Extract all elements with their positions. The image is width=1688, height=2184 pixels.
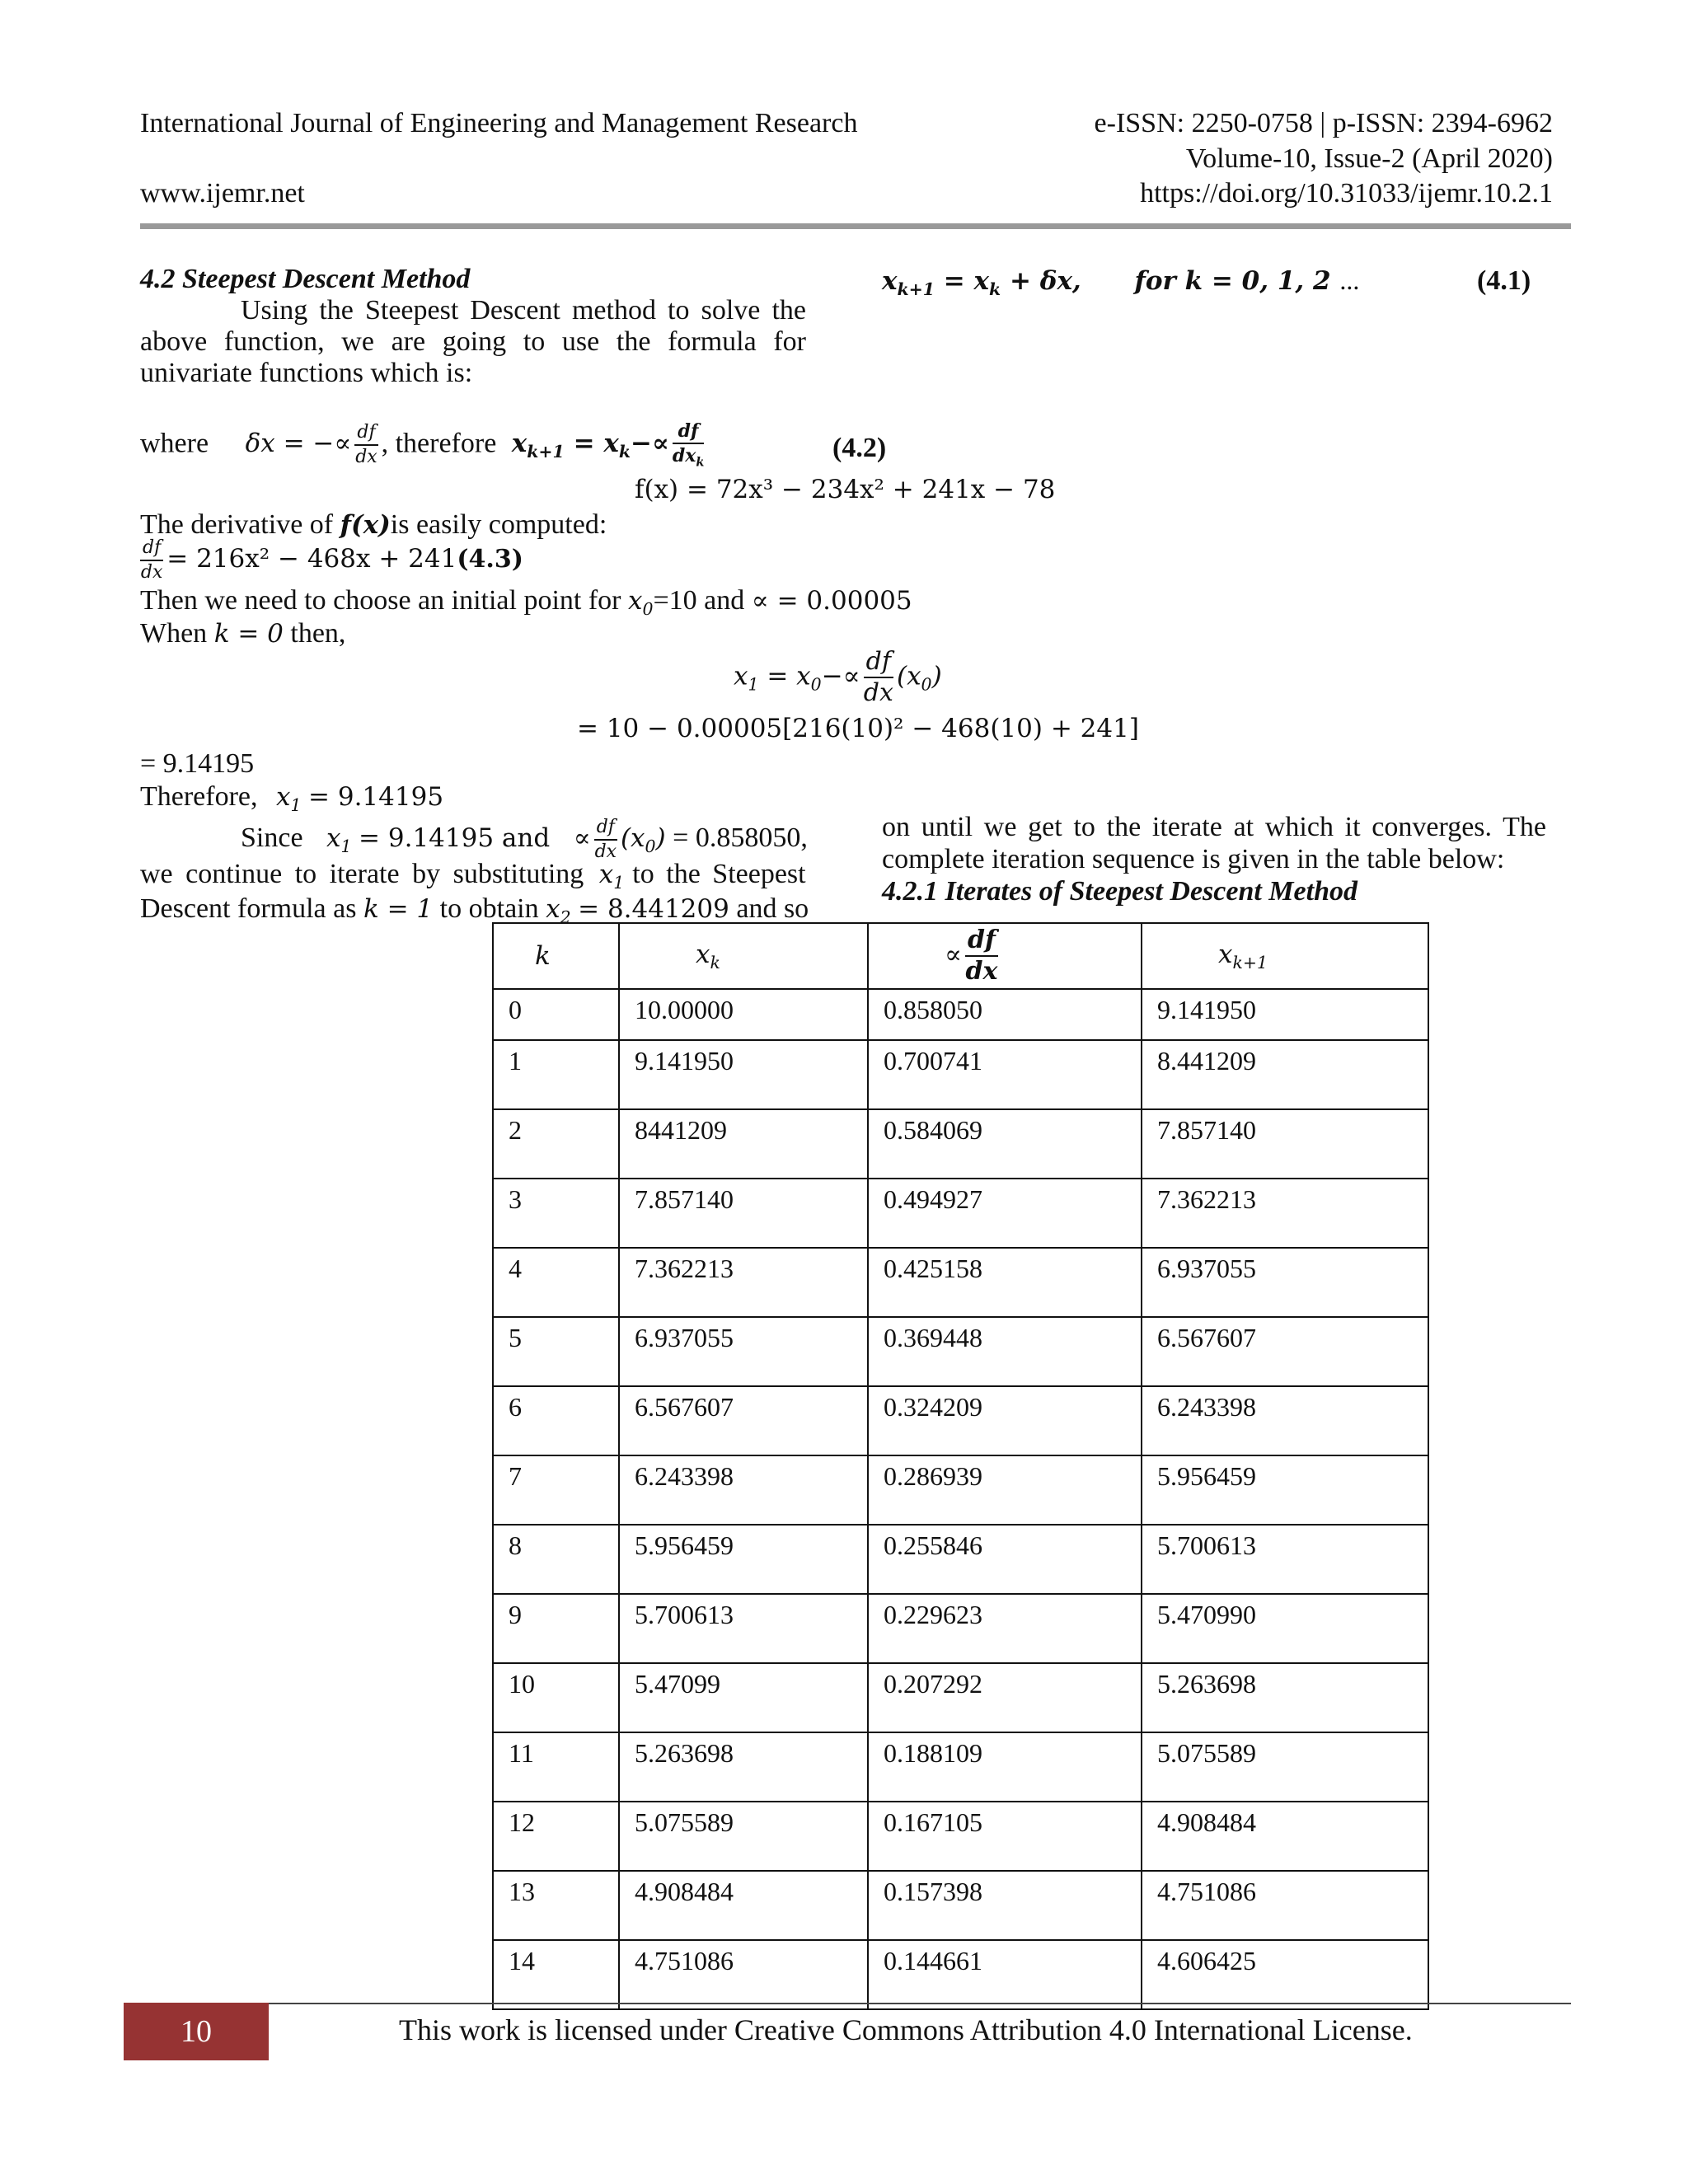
- header-xk1: $x_{k+1}$: [1142, 923, 1428, 989]
- continue-text-1b: to the Steepest: [632, 859, 806, 889]
- cell-grad: 0.286939: [868, 1455, 1142, 1525]
- cell-k: 10: [493, 1663, 619, 1732]
- cell-xk1: 4.606425: [1142, 1940, 1428, 2009]
- result-line: = 9.14195: [140, 748, 255, 779]
- cell-grad: 0.229623: [868, 1594, 1142, 1663]
- cell-xk: 5.700613: [619, 1594, 868, 1663]
- table-row: [493, 1594, 1428, 1663]
- right-col-line-1: on until we get to the iterate at which it converges. The: [882, 812, 1546, 842]
- cell-k: 0: [493, 989, 619, 1040]
- function-equation: f(x) = 72x³ − 234x² + 241x − 78: [635, 475, 1056, 504]
- cell-xk1: 8.441209: [1142, 1040, 1428, 1109]
- cell-grad: 0.700741: [868, 1040, 1142, 1109]
- cell-xk: 5.47099: [619, 1663, 868, 1732]
- when-text: When: [140, 618, 208, 649]
- volume-line: Volume-10, Issue-2 (April 2020): [1185, 143, 1553, 174]
- cell-xk1: 6.567607: [1142, 1317, 1428, 1386]
- cell-grad: 0.207292: [868, 1663, 1142, 1732]
- continue-text-2: Descent formula as: [140, 893, 357, 924]
- cell-k: 7: [493, 1455, 619, 1525]
- doi-link[interactable]: https://doi.org/10.31033/ijemr.10.2.1: [1140, 178, 1553, 209]
- continue-line-2: Descent formula as k = 1 to obtain $x_2 = 8.441209$ and so: [140, 893, 809, 928]
- cell-xk: 7.857140: [619, 1179, 868, 1248]
- cell-k: 2: [493, 1109, 619, 1179]
- header-rule: [140, 223, 1571, 229]
- therefore-word: , therefore: [381, 428, 497, 459]
- since-grad-value: = 0.858050,: [673, 822, 808, 853]
- cell-k: 14: [493, 1940, 619, 2009]
- cell-xk1: 7.857140: [1142, 1109, 1428, 1179]
- table-row: [493, 1525, 1428, 1594]
- cell-xk1: 5.700613: [1142, 1525, 1428, 1594]
- cell-grad: 0.255846: [868, 1525, 1142, 1594]
- cell-xk1: 5.470990: [1142, 1594, 1428, 1663]
- table-row: [493, 1802, 1428, 1871]
- cell-xk: 6.567607: [619, 1386, 868, 1455]
- cell-xk: 5.956459: [619, 1525, 868, 1594]
- cell-xk1: 6.243398: [1142, 1386, 1428, 1455]
- continue-x2: = 8.441209: [578, 894, 729, 924]
- cell-k: 1: [493, 1040, 619, 1109]
- continue-text-1: we continue to iterate by substituting: [140, 859, 584, 889]
- cell-grad: 0.324209: [868, 1386, 1142, 1455]
- cell-grad: 0.167105: [868, 1802, 1142, 1871]
- table-row: [493, 1179, 1428, 1248]
- derivative-text: The derivative of: [140, 509, 334, 540]
- cell-grad: 0.858050: [868, 989, 1142, 1040]
- table-row: [493, 1040, 1428, 1109]
- cell-xk: 5.075589: [619, 1802, 868, 1871]
- cell-k: 13: [493, 1871, 619, 1940]
- cell-xk: 4.908484: [619, 1871, 868, 1940]
- table-row: [493, 1871, 1428, 1940]
- cell-k: 9: [493, 1594, 619, 1663]
- therefore-line: Therefore, $x_1 = 9.14195$: [140, 781, 444, 816]
- equation-4-1: $x_{k+1} = x_k + \delta x$, for k = 0, 1, 2 ...: [882, 265, 1360, 300]
- table-row: [493, 1317, 1428, 1386]
- subsection-heading: 4.2.1 Iterates of Steepest Descent Method: [882, 876, 1357, 907]
- since-word: Since: [241, 822, 303, 853]
- calc-line-2: = 10 − 0.00005[216(10)² − 468(10) + 241]: [577, 714, 1139, 743]
- cell-k: 11: [493, 1732, 619, 1802]
- cell-k: 6: [493, 1386, 619, 1455]
- cell-xk: 8441209: [619, 1109, 868, 1179]
- continue-line-1: we continue to iterate by substituting $x_1$ to the Steepest: [140, 859, 806, 893]
- cell-k: 5: [493, 1317, 619, 1386]
- cell-xk: 6.937055: [619, 1317, 868, 1386]
- license-text: This work is licensed under Creative Commons Attribution 4.0 International License.: [399, 2013, 1413, 2046]
- cell-xk: 5.263698: [619, 1732, 868, 1802]
- since-line: Since $x_1 = 9.14195$ and ∝ $\frac{df}{dx}$ $(x_0) = 0.858050$,: [241, 817, 808, 862]
- table-header-row: [493, 923, 1428, 989]
- table-row: [493, 1248, 1428, 1317]
- table-row: [493, 1109, 1428, 1179]
- website-link[interactable]: www.ijemr.net: [140, 178, 305, 209]
- eq41-ellipsis: ...: [1339, 265, 1360, 295]
- x1-value: = 9.14195: [308, 782, 444, 812]
- initial-x0-value: =10 and: [653, 585, 745, 616]
- derivative-intro: The derivative of f(x)is easily computed:: [140, 509, 607, 540]
- header-xk: $x_k$: [619, 923, 868, 989]
- cell-k: 12: [493, 1802, 619, 1871]
- cell-xk: 4.751086: [619, 1940, 868, 2009]
- footer-rule: [124, 2003, 1571, 2004]
- right-col-line-2: complete iteration sequence is given in the table below:: [882, 844, 1505, 874]
- cell-xk1: 5.075589: [1142, 1732, 1428, 1802]
- intro-line-3: univariate functions which is:: [140, 358, 473, 388]
- continue-k: k = 1: [363, 894, 434, 924]
- cell-grad: 0.425158: [868, 1248, 1142, 1317]
- therefore-text: Therefore,: [140, 781, 258, 812]
- where-line: where δx = −∝ $\frac{df}{dx}$ , therefore $x_{k+1} = x_k-\propto$ $\frac{df}{dx_k}$: [140, 420, 705, 470]
- cell-xk1: 9.141950: [1142, 989, 1428, 1040]
- cell-grad: 0.584069: [868, 1109, 1142, 1179]
- cell-xk1: 4.751086: [1142, 1871, 1428, 1940]
- cell-xk1: 6.937055: [1142, 1248, 1428, 1317]
- eq41-for-text: for k = 0, 1, 2: [1134, 266, 1331, 296]
- table-row: [493, 1732, 1428, 1802]
- cell-k: 8: [493, 1525, 619, 1594]
- cell-xk: 6.243398: [619, 1455, 868, 1525]
- table-row: [493, 1940, 1428, 2009]
- header-k: k: [493, 923, 619, 989]
- initial-alpha: ∝ = 0.00005: [751, 586, 912, 616]
- iterates-table: [492, 922, 1429, 2010]
- cell-grad: 0.144661: [868, 1940, 1142, 2009]
- cell-grad: 0.188109: [868, 1732, 1142, 1802]
- eq42-number: (4.2): [832, 433, 887, 463]
- cell-k: 3: [493, 1179, 619, 1248]
- cell-xk1: 7.362213: [1142, 1179, 1428, 1248]
- header-grad: ∝ $\frac{df}{dx}$: [868, 923, 1142, 989]
- derivative-equation: = 216x² − 468x + 241: [166, 543, 457, 574]
- intro-line-2: above function, we are going to use the formula for: [140, 326, 806, 357]
- cell-xk: 7.362213: [619, 1248, 868, 1317]
- continue-text-2b: to obtain: [439, 893, 539, 924]
- page-number: 10: [124, 2003, 269, 2060]
- intro-line-1: Using the Steepest Descent method to solve the: [241, 295, 806, 326]
- cell-grad: 0.494927: [868, 1179, 1142, 1248]
- cell-xk1: 5.956459: [1142, 1455, 1428, 1525]
- table-row: [493, 1455, 1428, 1525]
- issn-line: e-ISSN: 2250-0758 | p-ISSN: 2394-6962: [1094, 108, 1553, 138]
- when-k: k = 0: [213, 619, 284, 649]
- when-tail: then,: [290, 618, 346, 649]
- cell-xk: 10.00000: [619, 989, 868, 1040]
- initial-text: Then we need to choose an initial point for: [140, 585, 621, 616]
- cell-grad: 0.157398: [868, 1871, 1142, 1940]
- table-row: [493, 1663, 1428, 1732]
- calc-line-1: $x_1 = x_0-\propto$ $\frac{df}{dx}$ $(x_0)$: [734, 647, 942, 707]
- section-heading: 4.2 Steepest Descent Method: [140, 264, 471, 294]
- cell-grad: 0.369448: [868, 1317, 1142, 1386]
- derivative-tail: is easily computed:: [390, 509, 607, 540]
- initial-point-line: Then we need to choose an initial point for $x_0=10$ and ∝ = 0.00005: [140, 585, 912, 620]
- eq43-number: (4.3): [457, 544, 523, 574]
- table-row: [493, 989, 1428, 1040]
- when-line: [140, 618, 345, 649]
- continue-text-2c: and so: [736, 893, 809, 924]
- where-word: where: [140, 428, 209, 459]
- table-row: [493, 1386, 1428, 1455]
- cell-k: 4: [493, 1248, 619, 1317]
- eq41-number: (4.1): [1477, 265, 1531, 296]
- cell-xk: 9.141950: [619, 1040, 868, 1109]
- cell-xk1: 4.908484: [1142, 1802, 1428, 1871]
- since-value: = 9.14195 and: [359, 823, 551, 853]
- journal-title: International Journal of Engineering and Management Research: [140, 108, 858, 138]
- derivative-line: $\frac{df}{dx}$ = 216x² − 468x + 241(4.3): [140, 537, 523, 583]
- cell-xk1: 5.263698: [1142, 1663, 1428, 1732]
